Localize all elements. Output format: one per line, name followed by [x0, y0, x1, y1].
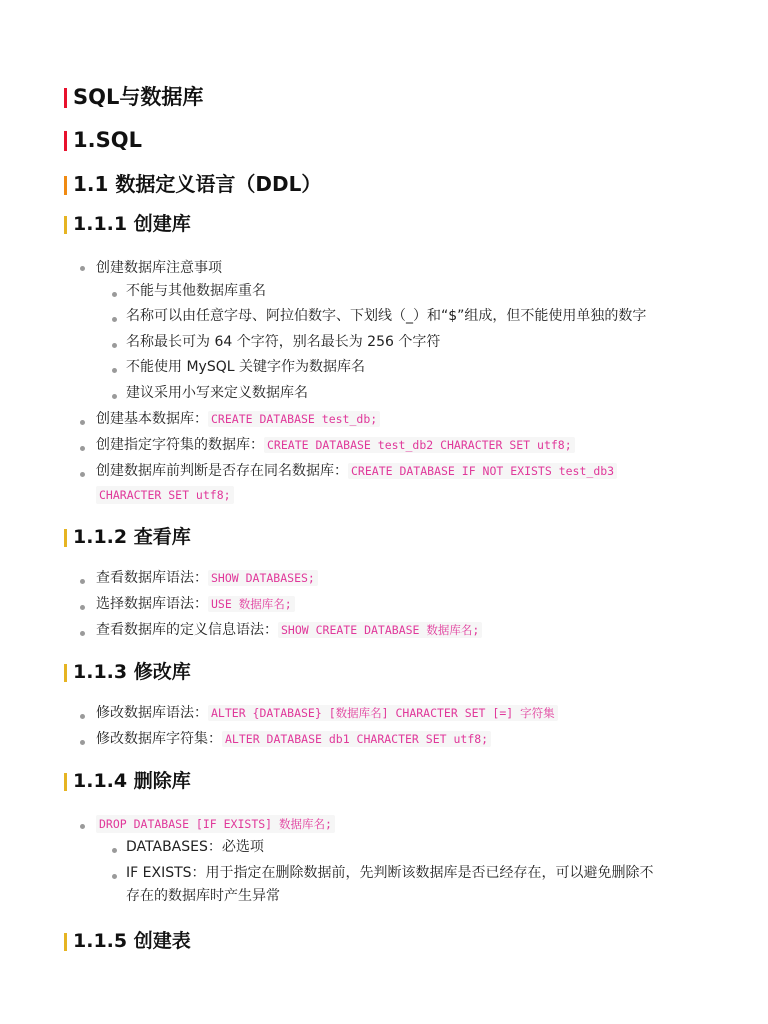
code-snippet: ALTER {DATABASE} [数据库名] CHARACTER SET [=] 字符集: [208, 705, 558, 721]
item-label: 创建基本数据库：: [96, 411, 208, 427]
item-label: 创建数据库前判断是否存在同名数据库：: [96, 463, 348, 479]
heading-sql: [64, 130, 142, 151]
list-item-use-database: [96, 594, 295, 614]
bullet-dot: [80, 446, 85, 451]
code-snippet: SHOW DATABASES;: [208, 570, 318, 586]
list-item-alter-syntax: [96, 703, 558, 723]
code-snippet: SHOW CREATE DATABASE 数据库名;: [278, 622, 482, 638]
heading-text: 1.1 数据定义语言（DDL）: [73, 172, 322, 196]
heading-text: 1.1.5 创建表: [73, 930, 191, 952]
bullet-dot: [80, 605, 85, 610]
list-item-drop-note: DATABASES：必选项: [126, 839, 264, 855]
list-item-note: 不能使用 MySQL 关键字作为数据库名: [126, 359, 365, 375]
heading-sql-and-database: [64, 87, 203, 108]
bullet-dot: [112, 292, 117, 297]
code-snippet-drop-database: DROP DATABASE [IF EXISTS] 数据库名;: [96, 815, 335, 833]
item-label: 修改数据库字符集：: [96, 731, 222, 747]
heading-text: 1.1.2 查看库: [73, 526, 191, 548]
heading-marker-bar: [64, 529, 67, 547]
code-snippet: ALTER DATABASE db1 CHARACTER SET utf8;: [222, 731, 491, 747]
heading-text: 1.SQL: [73, 128, 142, 152]
bullet-dot: [80, 740, 85, 745]
heading-marker-bar: [64, 216, 67, 234]
heading-marker-bar: [64, 88, 67, 108]
bullet-dot: [80, 714, 85, 719]
bullet-dot: [80, 631, 85, 636]
heading-marker-bar: [64, 773, 67, 791]
list-item-show-databases: [96, 568, 318, 588]
heading-create-database: [64, 215, 191, 234]
list-item-note: 名称最长可为 64 个字符，别名最长为 256 个字符: [126, 334, 441, 350]
heading-text: 1.1.1 创建库: [73, 213, 191, 235]
list-item-show-create-database: [96, 620, 482, 640]
code-snippet: USE 数据库名;: [208, 596, 295, 612]
item-label: 创建指定字符集的数据库：: [96, 437, 264, 453]
list-item-create-charset: [96, 435, 575, 455]
heading-marker-bar: [64, 176, 67, 195]
heading-create-table: [64, 932, 191, 951]
heading-drop-database: [64, 772, 191, 791]
bullet-dot: [80, 472, 85, 477]
bullet-dot: [80, 579, 85, 584]
list-item-drop-note: IF EXISTS：用于指定在删除数据前，先判断该数据库是否已经存在，可以避免删除不: [126, 865, 654, 881]
code-snippet-continuation: CHARACTER SET utf8;: [96, 486, 234, 504]
code-snippet: CREATE DATABASE test_db;: [208, 411, 380, 427]
item-label: 查看数据库语法：: [96, 570, 208, 586]
heading-ddl: [64, 174, 321, 195]
list-item-note: 不能与其他数据库重名: [126, 283, 266, 299]
heading-text: 1.1.3 修改库: [73, 661, 191, 683]
heading-marker-bar: [64, 131, 67, 151]
bullet-dot: [112, 343, 117, 348]
heading-marker-bar: [64, 664, 67, 682]
item-label: 选择数据库语法：: [96, 596, 208, 612]
item-label: 修改数据库语法：: [96, 705, 208, 721]
heading-text: 1.1.4 删除库: [73, 770, 191, 792]
heading-text: SQL与数据库: [73, 85, 204, 109]
bullet-dot: [112, 317, 117, 322]
heading-marker-bar: [64, 933, 67, 951]
bullet-dot: [112, 874, 117, 879]
bullet-dot: [112, 848, 117, 853]
item-label: 查看数据库的定义信息语法：: [96, 622, 278, 638]
code-snippet: CREATE DATABASE IF NOT EXISTS test_db3: [348, 463, 617, 479]
list-item-notes-title: 创建数据库注意事项: [96, 260, 222, 276]
list-item-create-basic: [96, 409, 380, 429]
bullet-dot: [112, 394, 117, 399]
list-item-alter-charset: [96, 729, 491, 749]
list-item-note: 名称可以由任意字母、阿拉伯数字、下划线（_）和“$”组成，但不能使用单独的数字: [126, 308, 647, 324]
bullet-dot: [112, 368, 117, 373]
code-snippet: CREATE DATABASE test_db2 CHARACTER SET utf8;: [264, 437, 575, 453]
list-item-note: 建议采用小写来定义数据库名: [126, 385, 308, 401]
bullet-dot: [80, 266, 85, 271]
list-item-create-if-not-exists: [96, 461, 617, 481]
bullet-dot: [80, 420, 85, 425]
heading-alter-database: [64, 663, 191, 682]
bullet-dot: [80, 824, 85, 829]
heading-show-database: [64, 528, 191, 547]
list-item-drop-note-continuation: 存在的数据库时产生异常: [126, 888, 280, 904]
